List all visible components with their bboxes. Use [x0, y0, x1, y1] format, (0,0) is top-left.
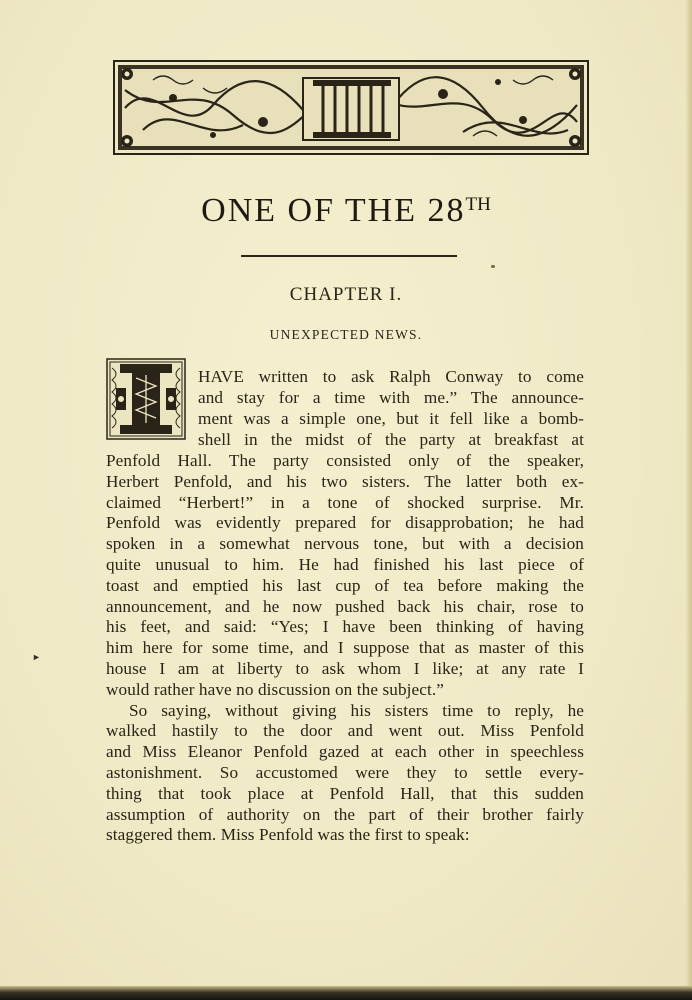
- text-line: claimed “Herbert!” in a tone of shocked surprise. Mr.: [106, 492, 584, 512]
- text-line: HAVE written to ask Ralph Conway to come: [198, 367, 584, 386]
- text-line: thing that took place at Penfold Hall, that this sudden: [106, 783, 584, 803]
- text-line: would rather have no discussion on the subject.”: [106, 679, 444, 699]
- text-line: Penfold Hall. The party consisted only of the speaker,: [106, 451, 584, 470]
- chapter-subtitle: UNEXPECTED NEWS.: [269, 327, 423, 342]
- text-line: walked hastily to the door and went out. Miss Penfold: [106, 721, 584, 741]
- book-title: [0, 192, 692, 230]
- title-main: ONE OF THE 28: [201, 192, 466, 229]
- text-line: Herbert Penfold, and his two sisters. The latter both ex-: [106, 471, 584, 491]
- title-ordinal: TH: [465, 194, 491, 215]
- text-line: ment was a simple one, but it fell like a bomb-: [198, 409, 584, 428]
- text-line: announcement, and he now pushed back his chair, rose to: [106, 596, 584, 616]
- text-line: staggered them. Miss Penfold was the first to speak:: [106, 825, 470, 845]
- text-line: and Miss Eleanor Penfold gazed at each other in speechless: [106, 742, 584, 762]
- margin-mark-icon: ►: [32, 652, 41, 662]
- text-line: him here for some time, and I suppose that as master of this: [106, 638, 584, 658]
- dropcap-letter-i-icon: [106, 358, 186, 440]
- text-line: quite unusual to him. He had finished his last piece of: [106, 555, 584, 574]
- text-line: Penfold was evidently prepared for disapprobation; he had: [106, 513, 584, 533]
- text-line: and stay for a time with me.” The announce-: [198, 388, 584, 407]
- page-edge: [686, 0, 692, 1000]
- chapter-heading: CHAPTER I.: [289, 284, 403, 305]
- title-rule: [241, 255, 457, 257]
- ornamental-headpiece-icon: [113, 60, 589, 155]
- text-line: toast and emptied his last cup of tea before making the: [106, 575, 584, 595]
- text-line: house I am at liberty to ask whom I like; at any rate I: [106, 659, 584, 678]
- text-line: spoken in a somewhat nervous tone, but with a decision: [106, 534, 584, 554]
- text-line: his feet, and said: “Yes; I have been thinking of having: [106, 617, 584, 637]
- text-line: assumption of authority on the part of their brother fairly: [106, 804, 584, 824]
- paper-speck: [491, 265, 495, 268]
- text-line: shell in the midst of the party at breakfast at: [198, 430, 584, 449]
- text-line: astonishment. So accustomed were they to settle every-: [106, 763, 584, 782]
- page-bottom-shadow: [0, 986, 692, 1000]
- text-line: So saying, without giving his sisters time to reply, he: [129, 700, 584, 720]
